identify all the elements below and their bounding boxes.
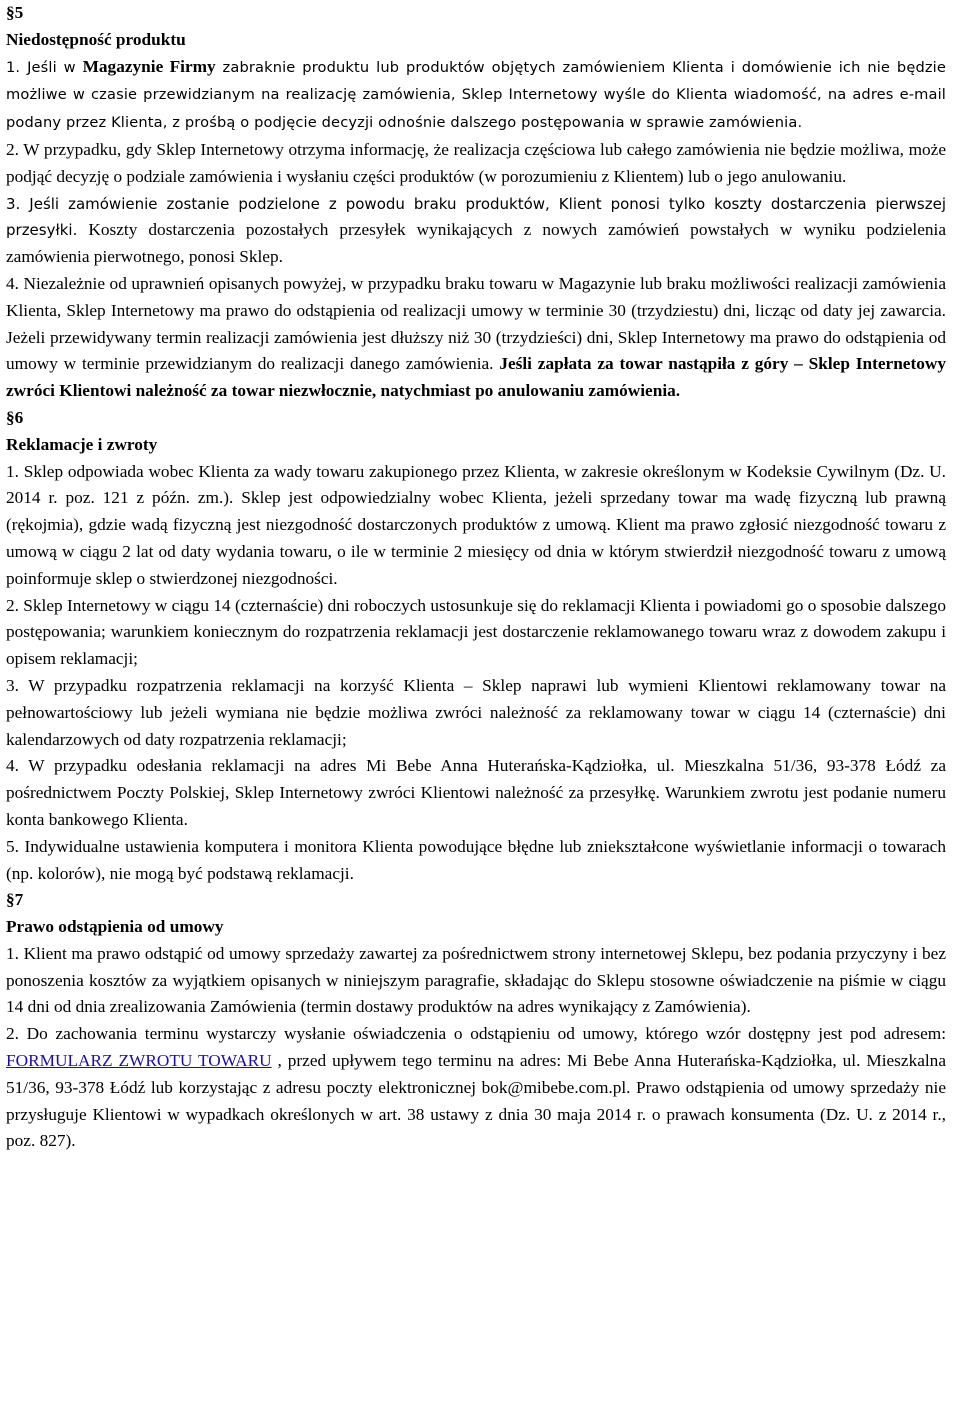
section-7-paragraph-1: 1. Klient ma prawo odstąpić od umowy sprzedaży zawartej za pośrednictwem strony internetowej Sklepu, bez podania przyczyny i bez ponoszenia kosztów za wyjątkiem opisanych w niniejszym paragrafie, składając do Sklepu stosowne oświadczenie na piśmie w ciągu 14 dni od dnia zrealizowania Zamówienia (termin dostawy produktów na adres wynikający z Zamówienia). bbox=[6, 943, 946, 1017]
s7-p2-rest: , przed upływem tego terminu na adres: Mi Bebe Anna Huterańska-Kądziołka, ul. Mieszkalna 51/36, 93-378 Łódź lub korzystając z adresu poczty elektronicznej bok@mibebe.com.pl. Prawo odstąpienia od umowy sprzedaży nie przysługuje Klientowi w wypadkach określonych w art. 38 ustawy z dnia 30 maja 2014 r. o prawach konsumenta (Dz. U. z 2014 r., poz. 827). bbox=[6, 1051, 946, 1151]
s5-p1-rest: zabraknie produktu lub produktów objętych zamówieniem Klienta i domówienie ich nie będzie możliwe w czasie przewidzianym na realizację zamówienia, Sklep Internetowy wyśle do Klienta wiadomość, na adres e-mail podany przez Klienta, z prośbą o podjęcie decyzji odnośnie dalszego postępowania w sprawie zamówienia. bbox=[6, 58, 947, 132]
section-6-paragraph-5: 5. Indywidualne ustawienia komputera i monitora Klienta powodujące błędne lub zniekształcone wyświetlanie informacji o towarach (np. kolorów), nie mogą być podstawą reklamacji. bbox=[6, 836, 946, 883]
section-6-paragraph-2: 2. Sklep Internetowy w ciągu 14 (czternaście) dni roboczych ustosunkuje się do reklamacji Klienta i powiadomi go o sposobie dalszego postępowania; warunkiem koniecznym do rozpatrzenia reklamacji jest dostarczenie reklamowanego towaru wraz z dowodem zakupu i opisem reklamacji; bbox=[6, 595, 946, 669]
s5-p1-bold-firm: Magazynie Firmy bbox=[82, 56, 216, 76]
s7-p2-lead: 2. Do zachowania terminu wystarczy wysłanie oświadczenia o odstąpieniu od umowy, którego wzór dostępny jest pod adresem: bbox=[6, 1024, 946, 1044]
section-6-paragraph-3: 3. W przypadku rozpatrzenia reklamacji na korzyść Klienta – Sklep naprawi lub wymieni Klientowi reklamowany towar na pełnowartościowy lub jeżeli wymiana nie będzie możliwa zwróci należność za reklamowany towar w ciągu 14 (czternaście) dni kalendarzowych od daty rozpatrzenia reklamacji; bbox=[6, 675, 946, 749]
section-5-paragraph-3 bbox=[6, 191, 946, 271]
section-6-title: Reklamacje i zwroty bbox=[6, 434, 158, 454]
section-5-number: §5 bbox=[6, 3, 24, 22]
section-5-title: Niedostępność produktu bbox=[6, 29, 186, 49]
section-5-paragraph-2: 2. W przypadku, gdy Sklep Internetowy otrzyma informację, że realizacja częściowa lub całego zamówienia nie będzie możliwa, może podjąć decyzję o podziale zamówienia i wysłaniu części produktów (w porozumieniu z Klientem) lub o jego anulowaniu. bbox=[6, 139, 946, 186]
section-6-paragraph-1: 1. Sklep odpowiada wobec Klienta za wady towaru zakupionego przez Klienta, w zakresie określonym w Kodeksie Cywilnym (Dz. U. 2014 r. poz. 121 z późn. zm.). Sklep jest odpowiedzialny wobec Klienta, jeżeli sprzedany towar ma wadę fizyczną lub prawną (rękojmia), gdzie wadą fizyczną jest niezgodność dostarczonych produktów z umową. Klient ma prawo zgłosić niezgodność towaru z umową w ciągu 2 lat od daty wydania towaru, o ile w terminie 2 miesięcy od dnia w którym stwierdził niezgodność towaru z umową poinformuje sklep o stwierdzonej niezgodności. bbox=[6, 461, 946, 588]
s5-p4-bold-end: Jeśli zapłata za towar nastąpiła z góry – Sklep Internetowy zwróci Klientowi należność za towar niezwłocznie, natychmiast po anulowaniu zamówienia. bbox=[6, 354, 946, 401]
section-7-title: Prawo odstąpienia od umowy bbox=[6, 917, 224, 937]
s5-p3-rest: Koszty dostarczenia pozostałych przesyłek wynikających z nowych zamówień powstałych w wyniku podzielenia zamówienia pierwotnego, ponosi Sklep. bbox=[6, 220, 946, 267]
section-5-paragraph-4 bbox=[6, 271, 946, 405]
section-7-paragraph-2 bbox=[6, 1021, 946, 1155]
s5-p3-lead: 3. Jeśli zamówienie zostanie podzielone z powodu braku produktów, Klient ponosi tylko koszty dostarczenia pierwszej przesyłki. bbox=[6, 194, 946, 240]
section-7-number: §7 bbox=[6, 890, 24, 910]
return-form-link[interactable]: FORMULARZ ZWROTU TOWARU bbox=[6, 1051, 272, 1071]
s5-p4-lead: 4. Niezależnie od uprawnień opisanych powyżej, w przypadku braku towaru w Magazynie lub braku możliwości realizacji zamówienia Klienta, Sklep Internetowy ma prawo do odstąpienia od realizacji umowy w terminie 30 (trzydziestu) dni, licząc od daty jej zawarcia. Jeżeli przewidywany termin realizacji zamówienia jest dłuższy niż 30 (trzydzieści) dni, Sklep Internetowy ma prawo do odstąpienia od umowy w terminie przewidzianym do realizacji danego zamówienia. bbox=[6, 273, 946, 374]
section-5-paragraph-1 bbox=[6, 54, 946, 137]
s5-p1-lead: 1. Jeśli w bbox=[6, 58, 83, 76]
section-6-number: §6 bbox=[6, 407, 24, 427]
section-6-paragraph-4: 4. W przypadku odesłania reklamacji na adres Mi Bebe Anna Huterańska-Kądziołka, ul. Mieszkalna 51/36, 93-378 Łódź za pośrednictwem Poczty Polskiej, Sklep Internetowy zwróci Klientowi należność za przesyłkę. Warunkiem zwrotu jest podanie numeru konta bankowego Klienta. bbox=[6, 756, 946, 829]
